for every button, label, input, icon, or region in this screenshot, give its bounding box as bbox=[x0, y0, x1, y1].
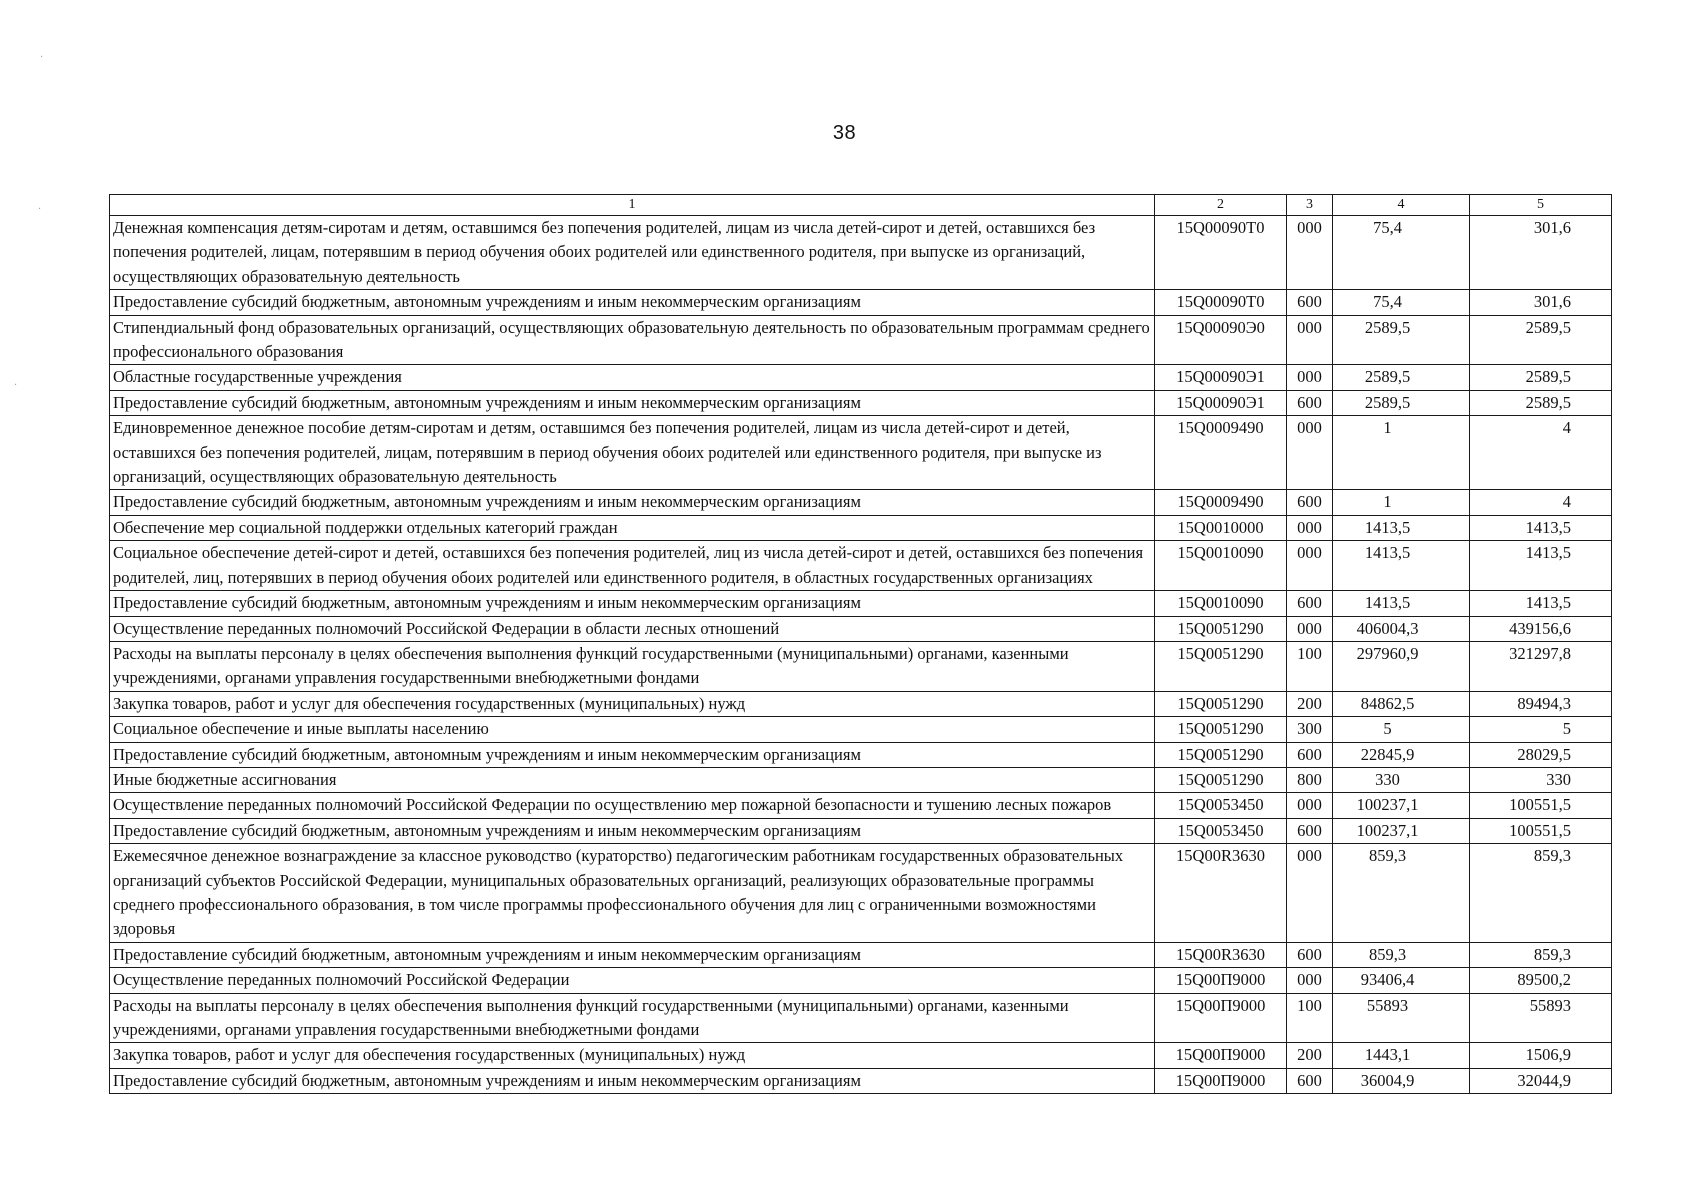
table-row bbox=[110, 616, 1612, 641]
scan-speck: · bbox=[40, 52, 44, 63]
table-row bbox=[110, 641, 1612, 691]
row-expense-type: 200 bbox=[1287, 691, 1333, 716]
row-code: 15Q0053450 bbox=[1155, 818, 1287, 843]
row-name: Расходы на выплаты персоналу в целях обеспечения выполнения функций государственными (муниципальными) органами, казенными учреждениями, органами управления государственными внебюджетными фондами bbox=[110, 993, 1155, 1043]
row-expense-type: 000 bbox=[1287, 365, 1333, 390]
row-name: Денежная компенсация детям-сиротам и детям, оставшимся без попечения родителей, лицам из числа детей-сирот и детей, оставшихся без попечения родителей, лицам, потерявшим в период обучения обоих родителей или единственного родителя, при выпуске из организаций, осуществляющих образовательную деятельность bbox=[110, 216, 1155, 290]
row-name: Осуществление переданных полномочий Российской Федерации по осуществлению мер пожарной безопасности и тушению лесных пожаров bbox=[110, 793, 1155, 818]
table-row bbox=[110, 1068, 1612, 1093]
row-code: 15Q0009490 bbox=[1155, 490, 1287, 515]
row-value-col4: 297960,9 bbox=[1333, 641, 1470, 691]
row-code: 15Q0010090 bbox=[1155, 541, 1287, 591]
table-row bbox=[110, 793, 1612, 818]
row-name: Предоставление субсидий бюджетным, автономным учреждениям и иным некоммерческим организациям bbox=[110, 591, 1155, 616]
table-row bbox=[110, 818, 1612, 843]
row-code: 15Q00090Т0 bbox=[1155, 216, 1287, 290]
row-value-col5: 1413,5 bbox=[1470, 541, 1612, 591]
row-value-col4: 5 bbox=[1333, 717, 1470, 742]
row-expense-type: 000 bbox=[1287, 844, 1333, 943]
row-code: 15Q00090Э0 bbox=[1155, 315, 1287, 365]
row-expense-type: 000 bbox=[1287, 793, 1333, 818]
row-code: 15Q0053450 bbox=[1155, 793, 1287, 818]
header-col-1: 1 bbox=[110, 195, 1155, 216]
row-expense-type: 000 bbox=[1287, 968, 1333, 993]
row-value-col4: 1413,5 bbox=[1333, 541, 1470, 591]
row-value-col5: 89494,3 bbox=[1470, 691, 1612, 716]
table-row bbox=[110, 216, 1612, 290]
row-name: Социальное обеспечение и иные выплаты населению bbox=[110, 717, 1155, 742]
row-value-col4: 859,3 bbox=[1333, 942, 1470, 967]
row-code: 15Q00090Э1 bbox=[1155, 365, 1287, 390]
row-value-col4: 1413,5 bbox=[1333, 591, 1470, 616]
table-row bbox=[110, 390, 1612, 415]
header-row bbox=[110, 195, 1612, 216]
row-value-col5: 439156,6 bbox=[1470, 616, 1612, 641]
row-value-col4: 1 bbox=[1333, 416, 1470, 490]
row-expense-type: 600 bbox=[1287, 742, 1333, 767]
row-value-col4: 93406,4 bbox=[1333, 968, 1470, 993]
row-value-col4: 2589,5 bbox=[1333, 315, 1470, 365]
row-value-col5: 4 bbox=[1470, 490, 1612, 515]
header-col-5: 5 bbox=[1470, 195, 1612, 216]
row-value-col5: 2589,5 bbox=[1470, 315, 1612, 365]
row-value-col5: 32044,9 bbox=[1470, 1068, 1612, 1093]
row-value-col5: 4 bbox=[1470, 416, 1612, 490]
row-name: Предоставление субсидий бюджетным, автономным учреждениям и иным некоммерческим организациям bbox=[110, 942, 1155, 967]
row-value-col4: 75,4 bbox=[1333, 216, 1470, 290]
table-row bbox=[110, 942, 1612, 967]
table-row bbox=[110, 742, 1612, 767]
row-name: Иные бюджетные ассигнования bbox=[110, 767, 1155, 792]
row-value-col5: 100551,5 bbox=[1470, 793, 1612, 818]
table-row bbox=[110, 591, 1612, 616]
row-value-col4: 406004,3 bbox=[1333, 616, 1470, 641]
row-name: Предоставление субсидий бюджетным, автономным учреждениям и иным некоммерческим организациям bbox=[110, 818, 1155, 843]
row-expense-type: 000 bbox=[1287, 616, 1333, 641]
row-name: Закупка товаров, работ и услуг для обеспечения государственных (муниципальных) нужд bbox=[110, 691, 1155, 716]
row-name: Предоставление субсидий бюджетным, автономным учреждениям и иным некоммерческим организациям bbox=[110, 290, 1155, 315]
row-code: 15Q0009490 bbox=[1155, 416, 1287, 490]
row-expense-type: 600 bbox=[1287, 390, 1333, 415]
row-value-col5: 1413,5 bbox=[1470, 515, 1612, 540]
table-row bbox=[110, 691, 1612, 716]
row-expense-type: 600 bbox=[1287, 591, 1333, 616]
row-expense-type: 600 bbox=[1287, 290, 1333, 315]
row-expense-type: 800 bbox=[1287, 767, 1333, 792]
row-value-col5: 859,3 bbox=[1470, 844, 1612, 943]
row-value-col5: 321297,8 bbox=[1470, 641, 1612, 691]
row-expense-type: 600 bbox=[1287, 942, 1333, 967]
row-value-col5: 330 bbox=[1470, 767, 1612, 792]
row-value-col4: 859,3 bbox=[1333, 844, 1470, 943]
row-value-col5: 1506,9 bbox=[1470, 1043, 1612, 1068]
table-header bbox=[110, 195, 1612, 216]
row-code: 15Q0051290 bbox=[1155, 742, 1287, 767]
row-expense-type: 000 bbox=[1287, 216, 1333, 290]
row-value-col5: 55893 bbox=[1470, 993, 1612, 1043]
row-value-col5: 5 bbox=[1470, 717, 1612, 742]
table-row bbox=[110, 844, 1612, 943]
row-value-col4: 22845,9 bbox=[1333, 742, 1470, 767]
row-name: Предоставление субсидий бюджетным, автономным учреждениям и иным некоммерческим организациям bbox=[110, 490, 1155, 515]
header-col-4: 4 bbox=[1333, 195, 1470, 216]
row-name: Ежемесячное денежное вознаграждение за классное руководство (кураторство) педагогическим работникам государственных образовательных организаций субъектов Российской Федерации, муниципальных образовательных организаций, реализующих образовательные программы среднего профессионального образования, в том числе программы профессионального обучения для лиц с ограниченными возможностями здоровья bbox=[110, 844, 1155, 943]
table-row bbox=[110, 541, 1612, 591]
row-code: 15Q0051290 bbox=[1155, 641, 1287, 691]
table-row bbox=[110, 416, 1612, 490]
row-value-col4: 55893 bbox=[1333, 993, 1470, 1043]
row-expense-type: 000 bbox=[1287, 315, 1333, 365]
row-name: Стипендиальный фонд образовательных организаций, осуществляющих образовательную деятельность по образовательным программам среднего профессионального образования bbox=[110, 315, 1155, 365]
row-name: Областные государственные учреждения bbox=[110, 365, 1155, 390]
row-name: Предоставление субсидий бюджетным, автономным учреждениям и иным некоммерческим организациям bbox=[110, 1068, 1155, 1093]
row-code: 15Q00П9000 bbox=[1155, 1043, 1287, 1068]
row-value-col5: 2589,5 bbox=[1470, 390, 1612, 415]
row-value-col4: 1413,5 bbox=[1333, 515, 1470, 540]
row-code: 15Q00П9000 bbox=[1155, 1068, 1287, 1093]
row-code: 15Q0010090 bbox=[1155, 591, 1287, 616]
row-name: Обеспечение мер социальной поддержки отдельных категорий граждан bbox=[110, 515, 1155, 540]
row-name: Предоставление субсидий бюджетным, автономным учреждениям и иным некоммерческим организациям bbox=[110, 390, 1155, 415]
table-row bbox=[110, 315, 1612, 365]
scan-speck: · bbox=[38, 204, 42, 215]
table-body bbox=[110, 216, 1612, 1094]
row-code: 15Q0051290 bbox=[1155, 717, 1287, 742]
row-value-col4: 100237,1 bbox=[1333, 818, 1470, 843]
row-code: 15Q00090Т0 bbox=[1155, 290, 1287, 315]
row-code: 15Q00П9000 bbox=[1155, 968, 1287, 993]
table-row bbox=[110, 968, 1612, 993]
row-expense-type: 600 bbox=[1287, 818, 1333, 843]
row-name: Предоставление субсидий бюджетным, автономным учреждениям и иным некоммерческим организациям bbox=[110, 742, 1155, 767]
row-expense-type: 200 bbox=[1287, 1043, 1333, 1068]
row-value-col5: 301,6 bbox=[1470, 216, 1612, 290]
header-col-2: 2 bbox=[1155, 195, 1287, 216]
row-code: 15Q00R3630 bbox=[1155, 844, 1287, 943]
row-expense-type: 000 bbox=[1287, 541, 1333, 591]
table-row bbox=[110, 767, 1612, 792]
table-row bbox=[110, 515, 1612, 540]
row-value-col4: 2589,5 bbox=[1333, 365, 1470, 390]
row-value-col4: 84862,5 bbox=[1333, 691, 1470, 716]
row-value-col5: 28029,5 bbox=[1470, 742, 1612, 767]
page-number: 38 bbox=[832, 122, 857, 144]
row-value-col4: 75,4 bbox=[1333, 290, 1470, 315]
row-code: 15Q00R3630 bbox=[1155, 942, 1287, 967]
row-name: Социальное обеспечение детей-сирот и детей, оставшихся без попечения родителей, лиц из числа детей-сирот и детей, оставшихся без попечения родителей, лиц, потерявших в период обучения обоих родителей или единственного родителя, в областных государственных организациях bbox=[110, 541, 1155, 591]
row-value-col5: 301,6 bbox=[1470, 290, 1612, 315]
row-expense-type: 100 bbox=[1287, 993, 1333, 1043]
row-code: 15Q00П9000 bbox=[1155, 993, 1287, 1043]
row-value-col4: 100237,1 bbox=[1333, 793, 1470, 818]
table-row bbox=[110, 490, 1612, 515]
row-value-col4: 1443,1 bbox=[1333, 1043, 1470, 1068]
row-value-col4: 2589,5 bbox=[1333, 390, 1470, 415]
row-expense-type: 600 bbox=[1287, 1068, 1333, 1093]
row-expense-type: 000 bbox=[1287, 416, 1333, 490]
scan-speck: · bbox=[14, 380, 18, 391]
row-code: 15Q0010000 bbox=[1155, 515, 1287, 540]
row-name: Осуществление переданных полномочий Российской Федерации в области лесных отношений bbox=[110, 616, 1155, 641]
row-expense-type: 000 bbox=[1287, 515, 1333, 540]
table-row bbox=[110, 993, 1612, 1043]
row-expense-type: 100 bbox=[1287, 641, 1333, 691]
table-row bbox=[110, 365, 1612, 390]
row-value-col5: 89500,2 bbox=[1470, 968, 1612, 993]
row-value-col5: 100551,5 bbox=[1470, 818, 1612, 843]
table-row bbox=[110, 1043, 1612, 1068]
header-col-3: 3 bbox=[1287, 195, 1333, 216]
row-name: Осуществление переданных полномочий Российской Федерации bbox=[110, 968, 1155, 993]
row-name: Расходы на выплаты персоналу в целях обеспечения выполнения функций государственными (муниципальными) органами, казенными учреждениями, органами управления государственными внебюджетными фондами bbox=[110, 641, 1155, 691]
row-code: 15Q00090Э1 bbox=[1155, 390, 1287, 415]
row-name: Закупка товаров, работ и услуг для обеспечения государственных (муниципальных) нужд bbox=[110, 1043, 1155, 1068]
row-expense-type: 300 bbox=[1287, 717, 1333, 742]
row-expense-type: 600 bbox=[1287, 490, 1333, 515]
row-value-col4: 36004,9 bbox=[1333, 1068, 1470, 1093]
row-value-col5: 2589,5 bbox=[1470, 365, 1612, 390]
row-value-col4: 330 bbox=[1333, 767, 1470, 792]
row-code: 15Q0051290 bbox=[1155, 691, 1287, 716]
budget-table bbox=[109, 194, 1612, 1094]
row-value-col4: 1 bbox=[1333, 490, 1470, 515]
row-code: 15Q0051290 bbox=[1155, 616, 1287, 641]
row-value-col5: 859,3 bbox=[1470, 942, 1612, 967]
row-code: 15Q0051290 bbox=[1155, 767, 1287, 792]
table-row bbox=[110, 717, 1612, 742]
table-row bbox=[110, 290, 1612, 315]
row-value-col5: 1413,5 bbox=[1470, 591, 1612, 616]
row-name: Единовременное денежное пособие детям-сиротам и детям, оставшимся без попечения родителей, лицам из числа детей-сирот и детей, оставшихся без попечения родителей, лицам, потерявшим в период обучения обоих родителей или единственного родителя, при выпуске из организаций, осуществляющих образовательную деятельность bbox=[110, 416, 1155, 490]
